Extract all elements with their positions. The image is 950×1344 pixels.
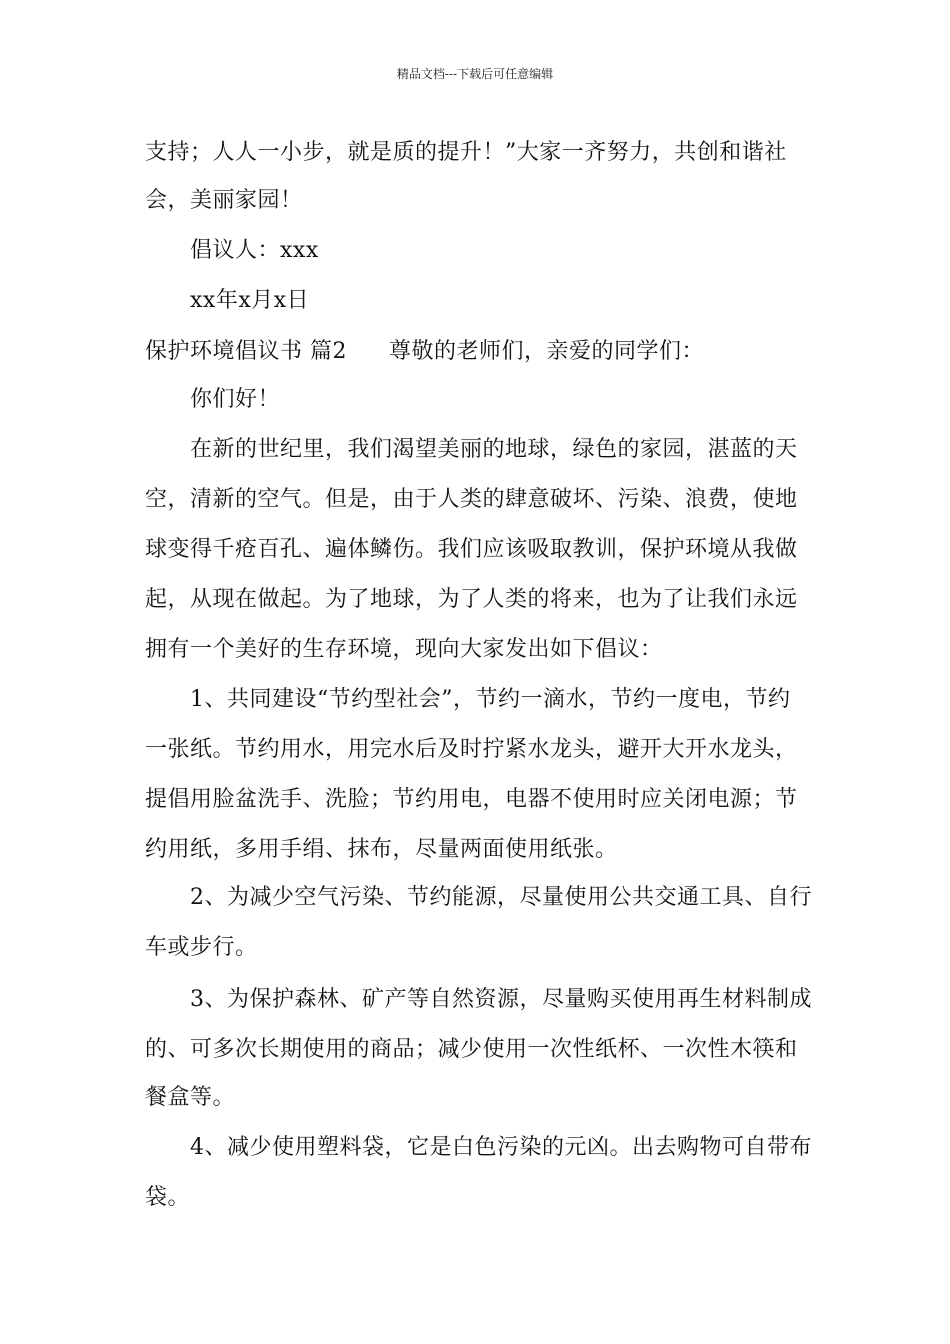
paragraph-line: 支持；人人一小步，就是质的提升！”大家一齐努力，共创和谐社 — [145, 140, 787, 165]
proposal-item-4: 4、减少使用塑料袋，它是白色污染的元凶。出去购物可自带布 — [190, 1135, 812, 1160]
paragraph-line: 餐盒等。 — [145, 1085, 236, 1110]
paragraph-line: 袋。 — [145, 1185, 191, 1210]
signature-line: 倡议人：xxx — [190, 238, 319, 263]
paragraph-line: 约用纸，多用手绢、抹布，尽量两面使用纸张。 — [145, 837, 618, 862]
paragraph-line: 的、可多次长期使用的商品；减少使用一次性纸杯、一次性木筷和 — [145, 1037, 798, 1062]
paragraph-line: 球变得千疮百孔、遍体鳞伤。我们应该吸取教训，保护环境从我做 — [145, 537, 798, 562]
section-heading-line — [145, 337, 704, 367]
proposal-item-1: 1、共同建设“节约型社会”，节约一滴水，节约一度电，节约 — [190, 687, 791, 712]
paragraph-line: 空，清新的空气。但是，由于人类的肆意破坏、污染、浪费，使地 — [145, 487, 798, 512]
paragraph-line: 在新的世纪里，我们渴望美丽的地球，绿色的家园，湛蓝的天 — [190, 437, 798, 462]
date-line: xx年x月x日 — [190, 288, 310, 313]
paragraph-line: 提倡用脸盆洗手、洗脸；节约用电，电器不使用时应关闭电源；节 — [145, 787, 798, 812]
paragraph-line: 起，从现在做起。为了地球，为了人类的将来，也为了让我们永远 — [145, 587, 798, 612]
salutation: 尊敬的老师们，亲爱的同学们： — [389, 339, 705, 364]
paragraph-line: 拥有一个美好的生存环境，现向大家发出如下倡议： — [145, 637, 663, 662]
paragraph-line: 一张纸。节约用水，用完水后及时拧紧水龙头，避开大开水龙头， — [145, 737, 798, 762]
greeting-line: 你们好！ — [190, 387, 281, 412]
page-header: 精品文档---下载后可任意编辑 — [396, 67, 554, 81]
paragraph-line: 车或步行。 — [145, 935, 258, 960]
proposal-item-3: 3、为保护森林、矿产等自然资源，尽量购买使用再生材料制成 — [190, 987, 812, 1012]
paragraph-line: 会，美丽家园！ — [145, 188, 303, 213]
proposal-item-2: 2、为减少空气污染、节约能源，尽量使用公共交通工具、自行 — [190, 885, 812, 910]
section-title: 保护环境倡议书 篇2 — [145, 339, 347, 364]
